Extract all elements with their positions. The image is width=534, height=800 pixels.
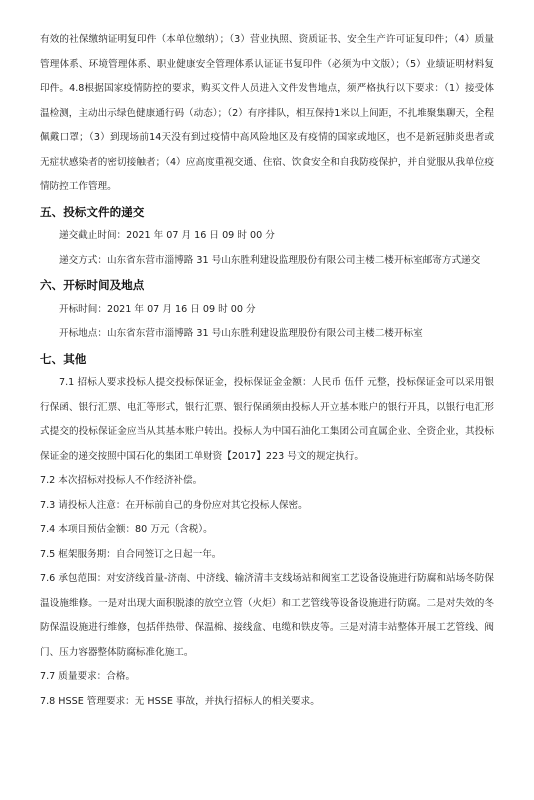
item-7-1: 7.1 招标人要求投标人提交投标保证金，投标保证金金额：人民币 伍仟 元整，投标保证金可以采用银行保函、银行汇票、电汇等形式，银行汇票、银行保函须由投标人开立基本账户的银行开具，以银行电汇形式提交的投标保证金应当从其基本账户转出。投标人为中国石油化工集团公司直属企业、全资企业，其投标保证金的递交按照中国石化的集团工单财资【2017】223 号文的规定执行。 [40, 377, 494, 462]
submission-deadline: 递交截止时间：2021 年 07 月 16 日 09 时 00 分 [59, 230, 275, 241]
section-6-heading: 六、开标时间及地点 [40, 278, 145, 292]
section-5-heading: 五、投标文件的递交 [40, 204, 145, 219]
item-7-6: 7.6 承包范围：对安济线首量-济南、中济线、输济清丰支线场站和阀室工艺设备设施进行防腐和站场冬防保温设施维修。一是对出现大面积脱漆的放空立管（火炬）和工艺管线等设备设施进行防腐。二是对失效的冬防保温设施进行维修，包括伴热带、保温棉、接线盒、电缆和铁皮等。三是对清丰站整体开展工艺管线、阀门、压力容器整体防腐标准化施工。 [40, 573, 494, 658]
item-7-7: 7.7 质量要求：合格。 [40, 671, 136, 682]
submission-method: 递交方式：山东省东营市淄博路 31 号山东胜利建设监理股份有限公司主楼二楼开标室邮寄方式递交 [59, 254, 481, 266]
section-7-heading: 七、其他 [40, 351, 87, 366]
item-7-8: 7.8 HSSE 管理要求：无 HSSE 事故，并执行招标人的相关要求。 [40, 695, 320, 707]
item-7-5: 7.5 框架服务期：自合同签订之日起一年。 [40, 548, 222, 560]
item-7-4: 7.4 本项目预估金额：80 万元（含税）。 [40, 524, 213, 535]
item-7-2: 7.2 本次招标对投标人不作经济补偿。 [40, 475, 203, 486]
opening-time: 开标时间：2021 年 07 月 16 日 09 时 00 分 [59, 303, 256, 315]
opening-place: 开标地点：山东省东营市淄博路 31 号山东胜利建设监理股份有限公司主楼二楼开标室 [59, 328, 423, 339]
item-7-3: 7.3 请投标人注意：在开标前自己的身份应对其它投标人保密。 [40, 499, 308, 511]
document-body [40, 28, 494, 714]
requirements-paragraph: 有效的社保缴纳证明复印件（本单位缴纳）；（3）营业执照、资质证书、安全生产许可证复印件；（4）质量管理体系、环境管理体系、职业健康安全管理体系认证证书复印件（必须为中文版）；（5）业绩证明材料复印件。4.8根据国家疫情防控的要求，购买文件人员进入文件发售地点，须严格执行以下要求：（1）接受体温检测，主动出示绿色健康通行码（动态）；（2）有序排队，相互保持1米以上间距，不扎堆聚集聊天，全程佩戴口罩；（3）到现场前14天没有到过疫情中高风险地区及有疫情的国家或地区，也不是新冠肺炎患者或无症状感染者的密切接触者；（4）应高度重视交通、住宿、饮食安全和自我防疫保护，并自觉服从我单位疫情防控工作管理。 [40, 34, 494, 192]
